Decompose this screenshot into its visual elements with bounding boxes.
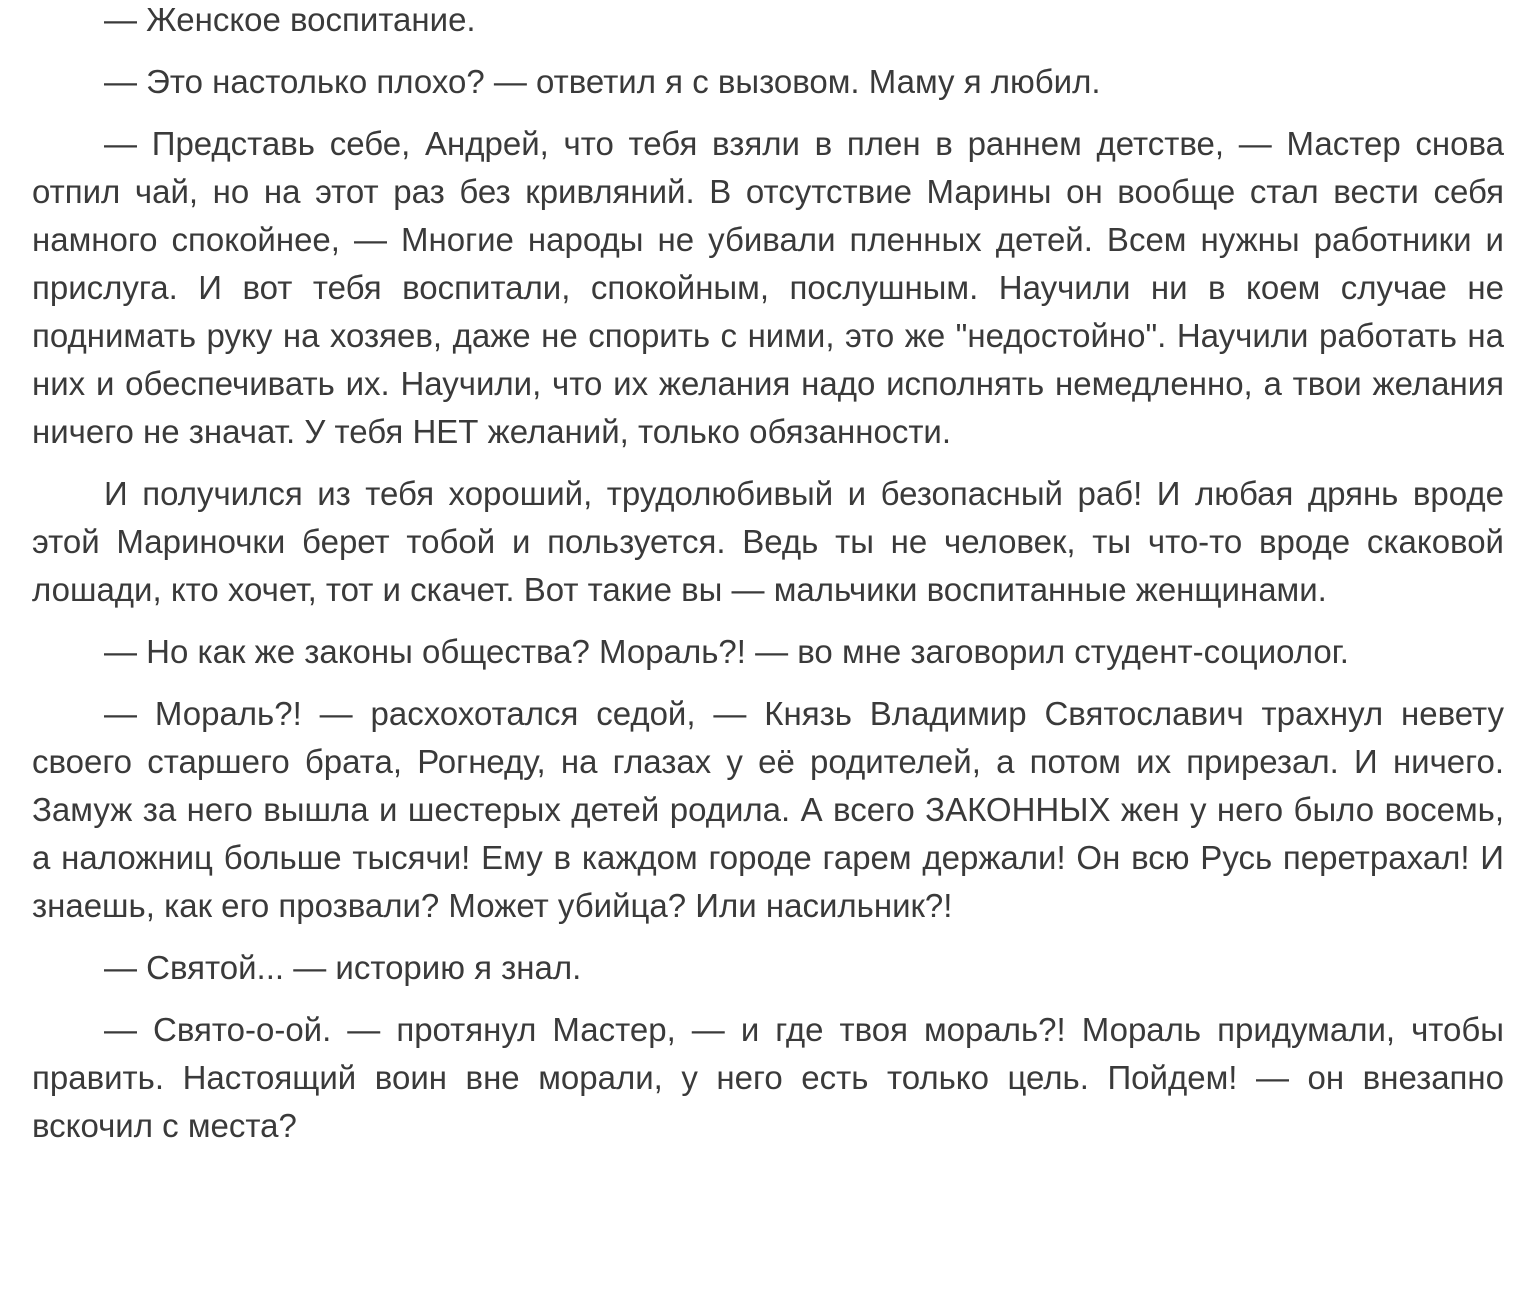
paragraph-6: — Мораль?! — расхохотался седой, — Князь Владимир Святославич трахнул невету своего старшего брата, Рогнеду, на глазах у её родителей, а потом их прирезал. И ничего. Замуж за него вышла и шестерых детей родила. А всего ЗАКОННЫХ жен у него было восемь, а наложниц больше тысячи! Ему в каждом городе гарем держали! Он всю Русь перетрахал! И знаешь, как его прозвали? Может убийца? Или насильник?! [32, 695, 1504, 924]
paragraph-2: — Это настолько плохо? — ответил я с вызовом. Маму я любил. [104, 63, 1101, 100]
paragraph-5: — Но как же законы общества? Мораль?! — во мне заговорил студент-социолог. [104, 633, 1349, 670]
paragraph-8: — Свято-о-ой. — протянул Мастер, — и где твоя мораль?! Мораль придумали, чтобы править. Настоящий воин вне морали, у него есть только цель. Пойдем! — он внезапно вскочил с места? [32, 1011, 1504, 1144]
paragraph-1: — Женское воспитание. [104, 1, 476, 38]
paragraph-3: — Представь себе, Андрей, что тебя взяли в плен в раннем детстве, — Мастер снова отпил чай, но на этот раз без кривляний. В отсутствие Марины он вообще стал вести себя намного спокойнее, — Многие народы не убивали пленных детей. Всем нужны работники и прислуга. И вот тебя воспитали, спокойным, послушным. Научили ни в коем случае не поднимать руку на хозяев, даже не спорить с ними, это же "недостойно". Научили работать на них и обеспечивать их. Научили, что их желания надо исполнять немедленно, а твои желания ничего не значат. У тебя НЕТ желаний, только обязанности. [32, 125, 1504, 450]
paragraph-7: — Святой... — историю я знал. [104, 949, 582, 986]
paragraph-4: И получился из тебя хороший, трудолюбивый и безопасный раб! И любая дрянь вроде этой Мариночки берет тобой и пользуется. Ведь ты не человек, ты что-то вроде скаковой лошади, кто хочет, тот и скачет. Вот такие вы — мальчики воспитанные женщинами. [32, 475, 1504, 608]
